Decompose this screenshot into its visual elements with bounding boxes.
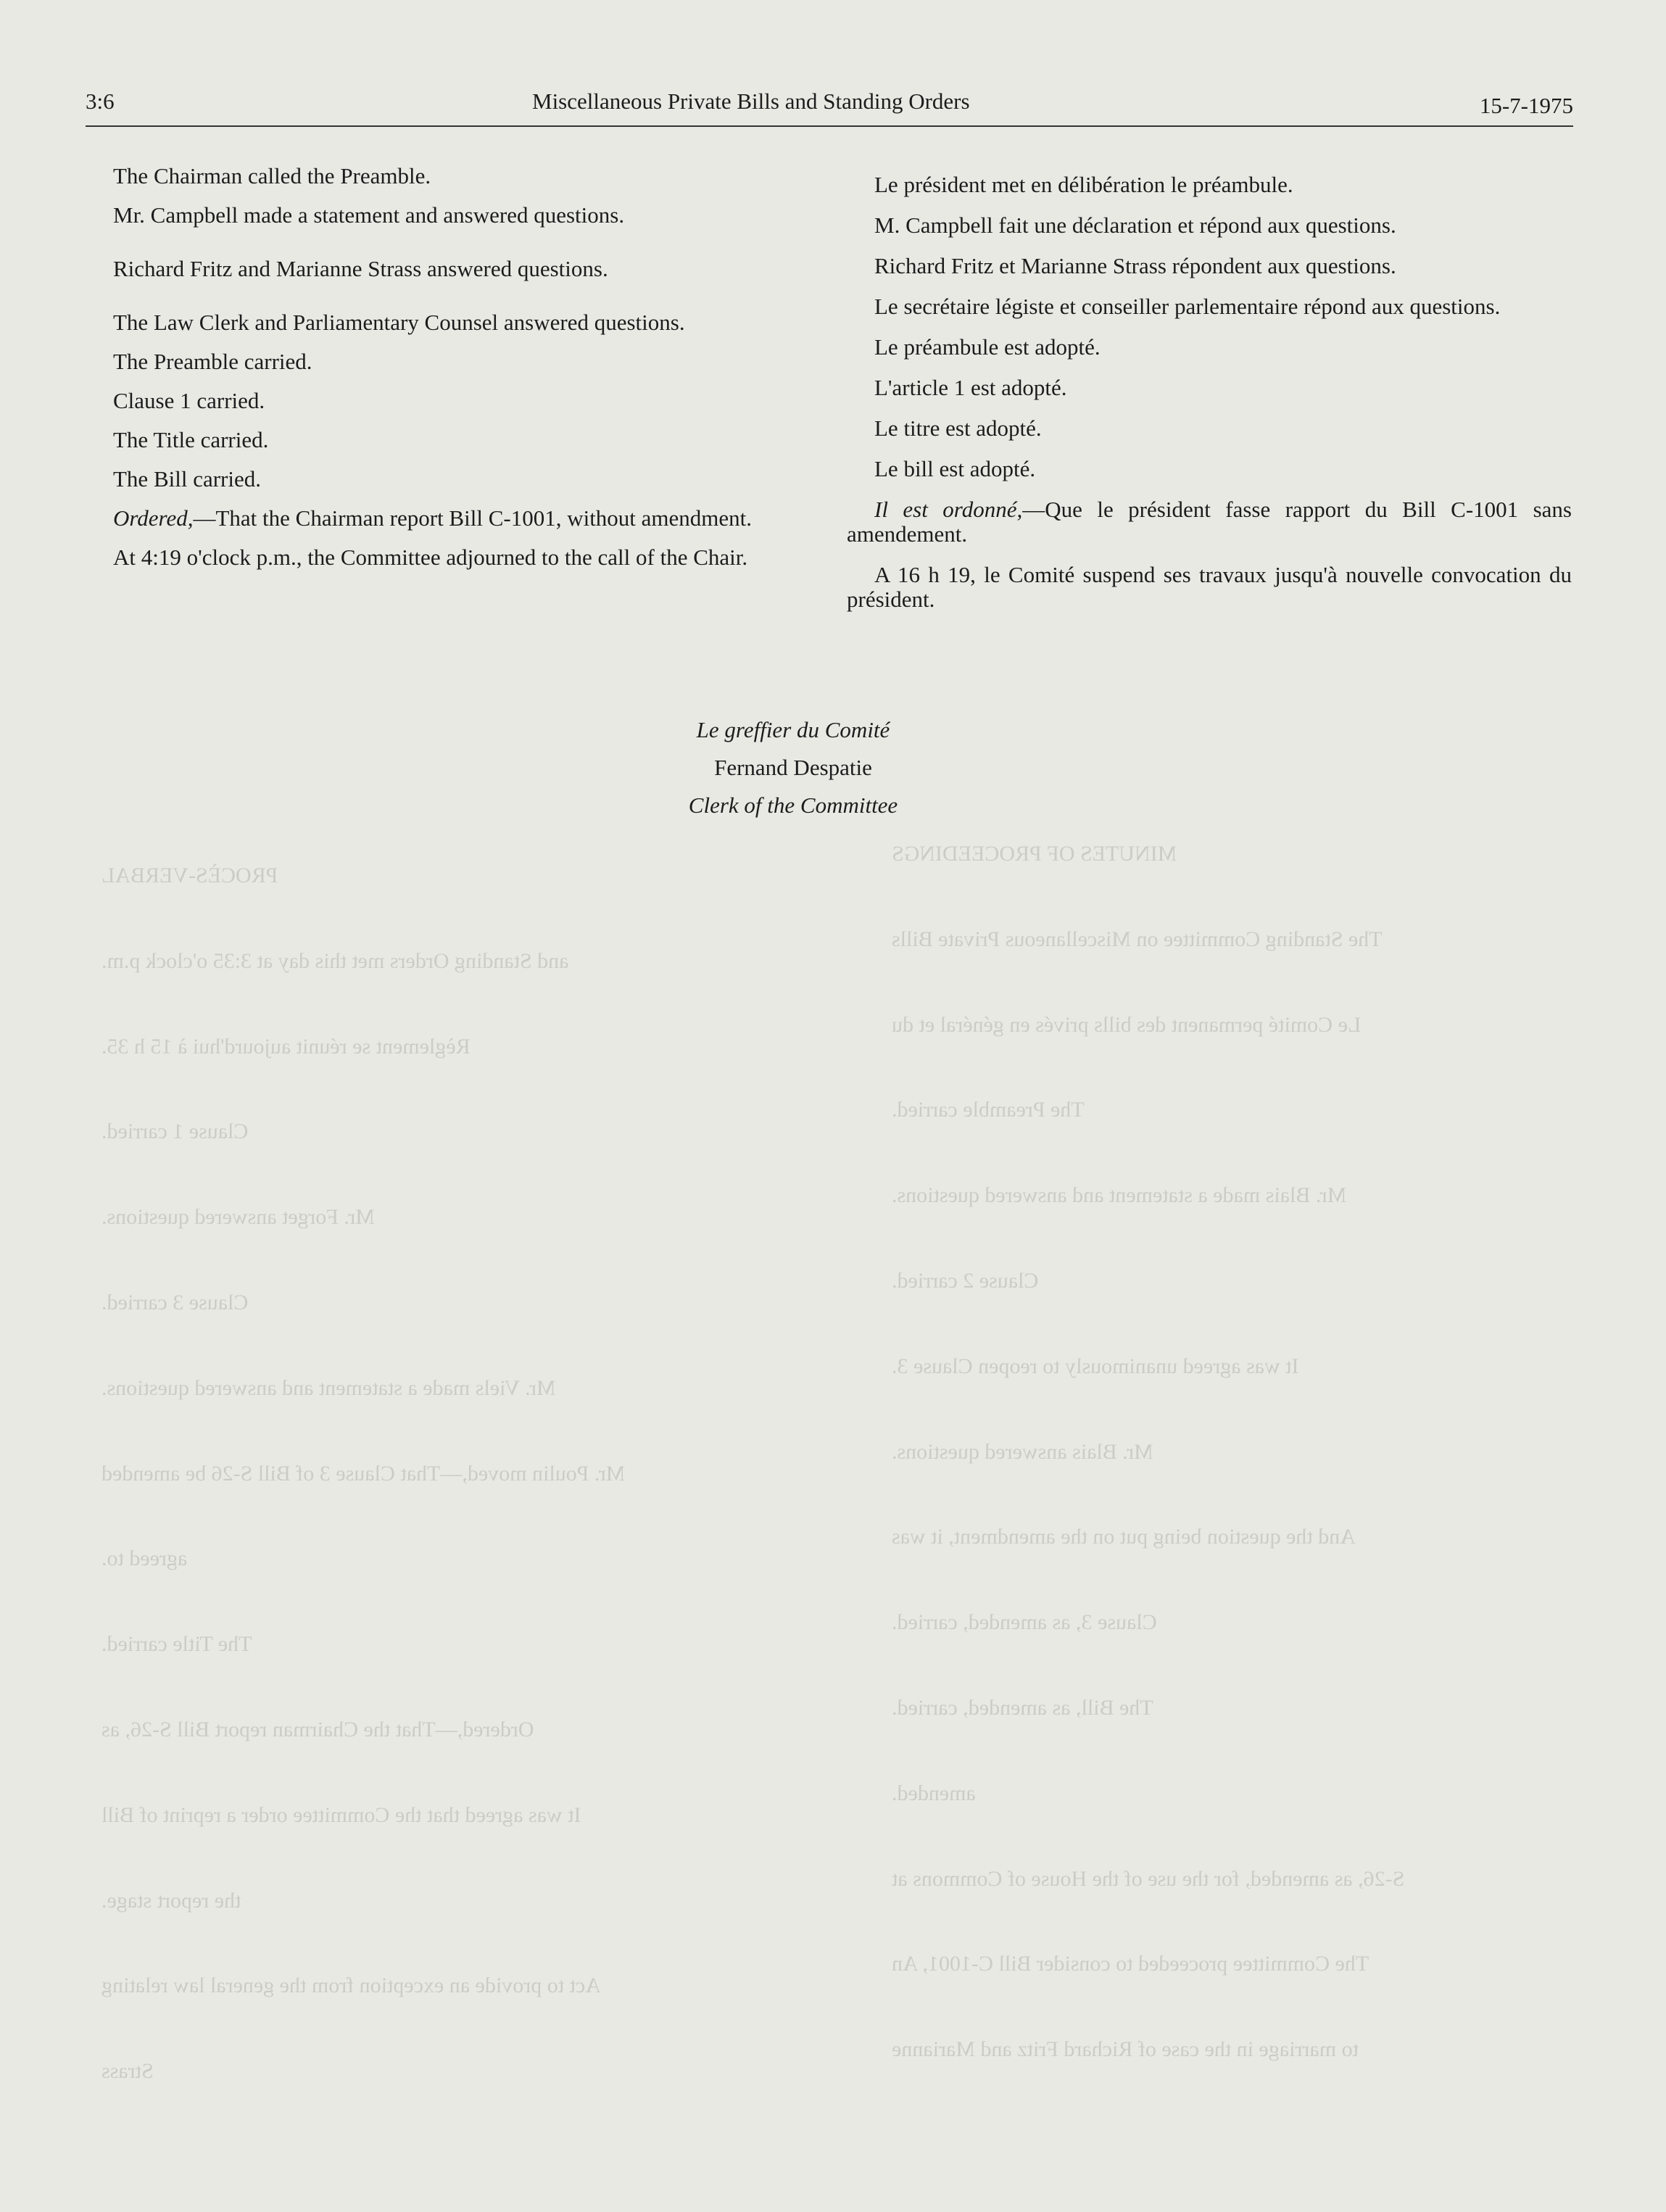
paragraph: The Law Clerk and Parliamentary Counsel answered questions.	[113, 310, 685, 335]
bleed-through-line: Clause 3, as amended, carried.	[892, 1610, 1157, 1635]
clerk-title-english: Clerk of the Committee	[688, 792, 898, 818]
paragraph: The Bill carried.	[113, 466, 261, 492]
bleed-through-line: Ordered,—That the Chairman report Bill S-26, as	[101, 1718, 534, 1741]
bleed-through-line: Mr. Forget answered questions.	[101, 1205, 375, 1230]
paragraph: The Title carried.	[113, 427, 269, 452]
paragraph: M. Campbell fait une déclaration et répond aux questions.	[874, 212, 1396, 238]
bleed-through-line: Mr. Blais made a statement and answered questions.	[892, 1183, 1347, 1208]
paragraph: The Preamble carried.	[113, 349, 312, 374]
bleed-through-line: Mr. Blais answered questions.	[892, 1439, 1153, 1464]
paragraph: Richard Fritz et Marianne Strass répondent aux questions.	[874, 253, 1396, 278]
bleed-through-line: Clause 1 carried.	[101, 1119, 249, 1144]
english-column	[86, 164, 811, 584]
clerk-title-french: Le greffier du Comité	[696, 717, 890, 742]
bleed-through-line: Clause 3 carried.	[101, 1291, 249, 1314]
bleed-through-line: The Preamble carried.	[892, 1098, 1085, 1122]
bleed-through-line: The Title carried.	[101, 1632, 252, 1657]
bleed-through-line: and Standing Orders met this day at 3:35 o'clock p.m.	[101, 948, 569, 973]
ordered-label: Il est ordonné,	[874, 497, 1023, 522]
paragraph: At 4:19 o'clock p.m., the Committee adjourned to the call of the Chair.	[113, 544, 748, 570]
order-paragraph	[847, 497, 1572, 547]
meeting-date: 15-7-1975	[1479, 93, 1573, 118]
ordered-text: —That the Chairman report Bill C-1001, without amendment.	[193, 505, 753, 531]
bleed-through-line: And the question being put on the amendment, it was	[892, 1525, 1356, 1549]
bleed-through-line: It was agreed unanimously to reopen Clause 3.	[892, 1354, 1299, 1378]
bleed-through-line: Clause 2 carried.	[892, 1269, 1039, 1293]
paragraph: A 16 h 19, le Comité suspend ses travaux jusqu'à nouvelle convocation du président.	[847, 562, 1572, 612]
paragraph: Richard Fritz and Marianne Strass answered questions.	[113, 256, 608, 281]
paragraph: Mr. Campbell made a statement and answered questions.	[113, 202, 625, 228]
order-paragraph	[86, 506, 811, 531]
header-rule	[86, 125, 1573, 127]
paragraph: Clause 1 carried.	[113, 388, 265, 413]
french-column	[847, 173, 1572, 628]
clerk-name: Fernand Despatie	[714, 755, 872, 780]
bleed-through-line: The Committee proceeded to consider Bill C-1001, An	[892, 1952, 1369, 1976]
page-number: 3:6	[86, 88, 115, 114]
paragraph: The Chairman called the Preamble.	[113, 163, 431, 189]
bleed-through-line: Règlement se réunit aujourd'hui à 15 h 35.	[101, 1034, 471, 1059]
bleed-through-line: Act to provide an exception from the general law relating	[101, 1973, 601, 1998]
bleed-through-line: The Standing Committee on Miscellaneous Private Bills	[892, 927, 1383, 951]
paragraph: Le préambule est adopté.	[874, 334, 1101, 360]
bleed-through-line: S-26, as amended, for the use of the House of Commons at	[892, 1866, 1405, 1891]
bleed-through-line: It was agreed that the Committee order a reprint of Bill	[101, 1802, 581, 1827]
publication-title: Miscellaneous Private Bills and Standing Orders	[532, 88, 970, 114]
ordered-text: —Que le président fasse rapport du Bill C-1001 sans amendement.	[847, 497, 1572, 547]
bleed-through-line: MINUTES OF PROCEEDINGS	[892, 842, 1177, 866]
signature-block	[86, 718, 1573, 831]
bleed-through-line: PROCÈS-VERBAL	[101, 863, 278, 887]
bleed-through-line: Mr. Poulin moved,—That Clause 3 of Bill S-26 be amended	[101, 1461, 626, 1486]
bleed-through-line: Mr. Viels made a statement and answered questions.	[101, 1375, 556, 1400]
bleed-through-line: agreed to.	[101, 1546, 188, 1571]
bleed-through-line: Strass	[101, 2059, 154, 2084]
bleed-through-line: Le Comité permanent des bills privés en général et du	[892, 1012, 1362, 1037]
bleed-through-line: the report stage.	[101, 1888, 241, 1913]
paragraph: Le secrétaire légiste et conseiller parlementaire répond aux questions.	[874, 294, 1501, 319]
page-header	[86, 86, 1573, 122]
bleed-through-line: amended.	[892, 1781, 976, 1805]
ordered-label: Ordered,	[113, 505, 194, 531]
bleed-through-line: The Bill, as amended, carried.	[892, 1696, 1153, 1720]
paragraph: Le titre est adopté.	[874, 415, 1042, 441]
paragraph: L'article 1 est adopté.	[874, 375, 1067, 400]
paragraph: Le bill est adopté.	[874, 456, 1036, 481]
paragraph: Le président met en délibération le préambule.	[874, 172, 1293, 197]
bleed-through-line: to marriage in the case of Richard Fritz and Marianne	[892, 2037, 1359, 2062]
